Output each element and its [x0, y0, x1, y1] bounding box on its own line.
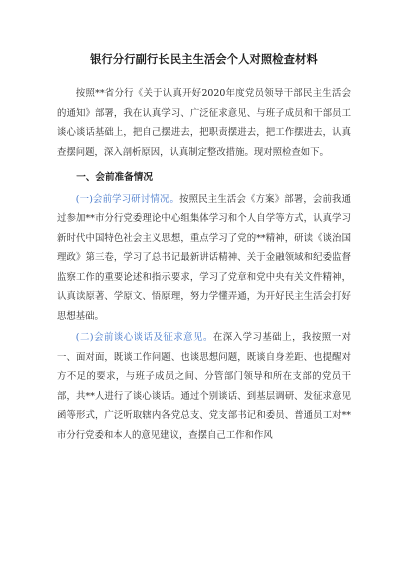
document-title: 银行分行副行长民主生活会个人对照检查材料	[90, 53, 318, 66]
talk-body: 在深入学习基础上，我按照一对一、面对面，既谈工作问题、也谈思想问题，既谈自身差距、也提醒对方不足的要求，与班子成员之间、分管部门领导和所在支部的党员干部，共**人进行了谈心谈话。通过个别谈话、到基层调研、发征求意见函等形式，广泛听取辖内各党总支、党支部书记和委员、普通员工对**市分行党委和本人的意见建议，查摆自己工作和作风	[57, 332, 351, 441]
talk-paragraph	[57, 328, 351, 445]
study-body: 按照民主生活会《方案》部署，会前我通过参加**市分行党委理论中心组集体学习和个人自学等方式，认真学习新时代中国特色社会主义思想，重点学习了党的**精神，研读《谈治国理政》第三卷，学习了总书记最新讲话精神、关于金融领域和纪委监督监察工作的重要论述和指示要求，学习了党章和党中央有关文件精神，认真读原著、学原文、悟原理，努力学懂弄通，为开好民主生活会打好思想基础。	[57, 193, 351, 322]
talk-subheading: (二)会前谈心谈话及征求意见。	[75, 332, 213, 343]
study-paragraph	[57, 190, 351, 327]
section-heading: 一、会前准备情况	[76, 172, 153, 183]
intro-paragraph: 按照**省分行《关于认真开好2020年度党员领导干部民主生活会的通知》部署，我在认真学习、广泛征求意见、与班子成员和干部员工谈心谈话基础上，把自己摆进去，把职责摆进去，把工作摆进去，认真查摆问题，深入剖析原因，认真制定整改措施。现对照检查如下。	[57, 88, 351, 158]
study-subheading: (一)会前学习研讨情况。	[75, 193, 180, 205]
